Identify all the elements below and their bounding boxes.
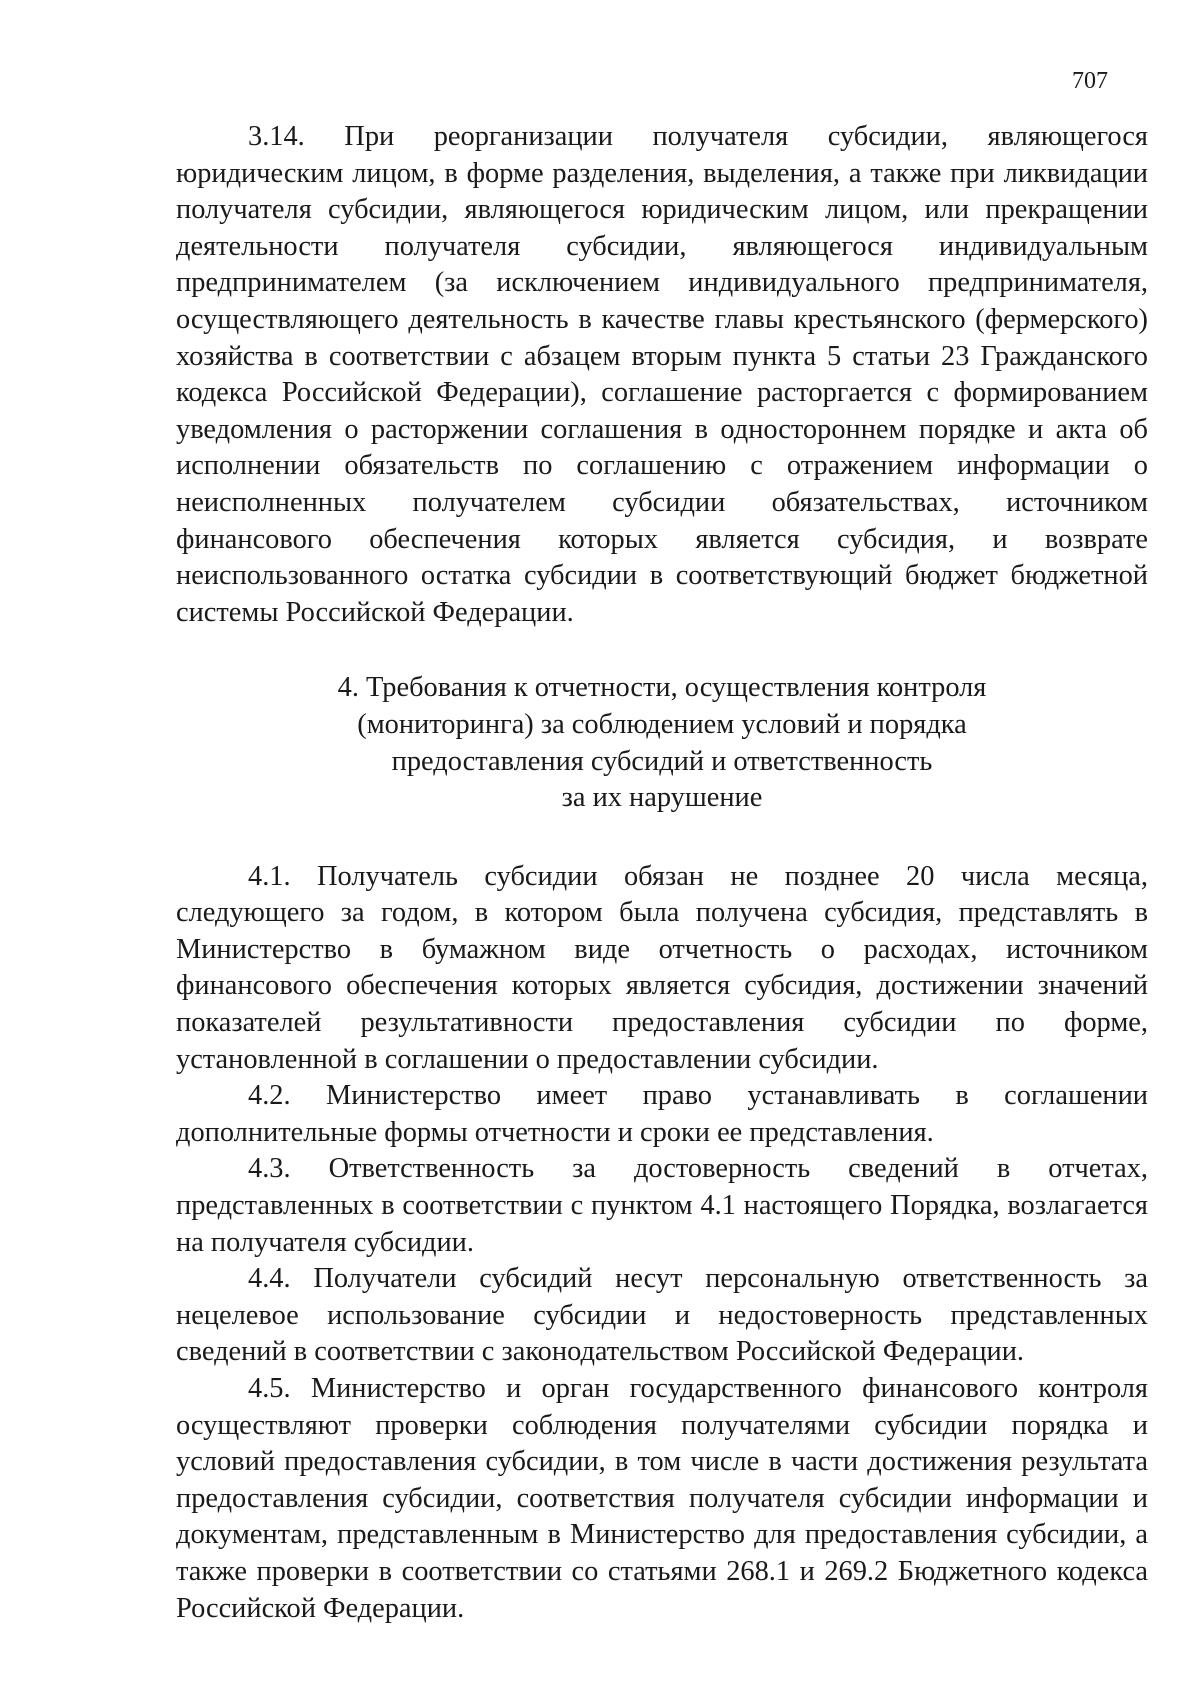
section-heading-line: предоставления субсидий и ответственность xyxy=(391,745,933,777)
paragraph-4-5: 4.5. Министерство и орган государственного финансового контроля осуществляют проверки соблюдения получателями субсидии порядка и условий предоставления субсидии, в том числе в части достижения результата предоставления субсидии, соответствия получателя субсидии информации и документам, представленным в Министерство для предоставления субсидии, а также проверки в соответствии со статьями 268.1 и 269.2 Бюджетного кодекса Российской Федерации. xyxy=(176,1373,1148,1624)
page-number: 707 xyxy=(1072,68,1108,94)
section-heading-line: за их нарушение xyxy=(561,782,763,814)
section-heading-line: 4. Требования к отчетности, осуществления контроля xyxy=(337,672,987,704)
paragraph-4-1: 4.1. Получатель субсидии обязан не позднее 20 числа месяца, следующего за годом, в котором была получена субсидия, представлять в Министерство в бумажном виде отчетность о расходах, источником финансового обеспечения которых является субсидия, достижении значений показателей результативности предоставления субсидии по форме, установленной в соглашении о предоставлении субсидии. xyxy=(176,860,1148,1075)
paragraph-4-3: 4.3. Ответственность за достоверность сведений в отчетах, представленных в соответствии с пунктом 4.1 настоящего Порядка, возлагается на получателя субсидии. xyxy=(176,1153,1148,1258)
paragraph-4-4: 4.4. Получатели субсидий несут персональную ответственность за нецелевое использование субсидии и недостоверность представленных сведений в соответствии с законодательством Российской Федерации. xyxy=(176,1263,1148,1368)
paragraph-3-14: 3.14. При реорганизации получателя субсидии, являющегося юридическим лицом, в форме разделения, выделения, а также при ликвидации получателя субсидии, являющегося юридическим лицом, или прекращении деятельности получателя субсидии, являющегося индивидуальным предпринимателем (за исключением индивидуального предпринимателя, осуществляющего деятельность в качестве главы крестьянского (фермерского) хозяйства в соответствии с абзацем вторым пункта 5 статьи 23 Гражданского кодекса Российской Федерации), соглашение расторгается с формированием уведомления о расторжении соглашения в одностороннем порядке и акта об исполнении обязательств по соглашению с отражением информации о неисполненных получателем субсидии обязательствах, источником финансового обеспечения которых является субсидия, и возврате неиспользованного остатка субсидии в соответствующий бюджет бюджетной системы Российской Федерации. xyxy=(176,121,1148,628)
document-body xyxy=(176,119,1148,1627)
section-heading-line: (мониторинга) за соблюдением условий и порядка xyxy=(357,708,967,740)
section-heading xyxy=(176,670,1148,816)
paragraph-4-2: 4.2. Министерство имеет право устанавливать в соглашении дополнительные формы отчетности и сроки ее представления. xyxy=(176,1080,1148,1148)
